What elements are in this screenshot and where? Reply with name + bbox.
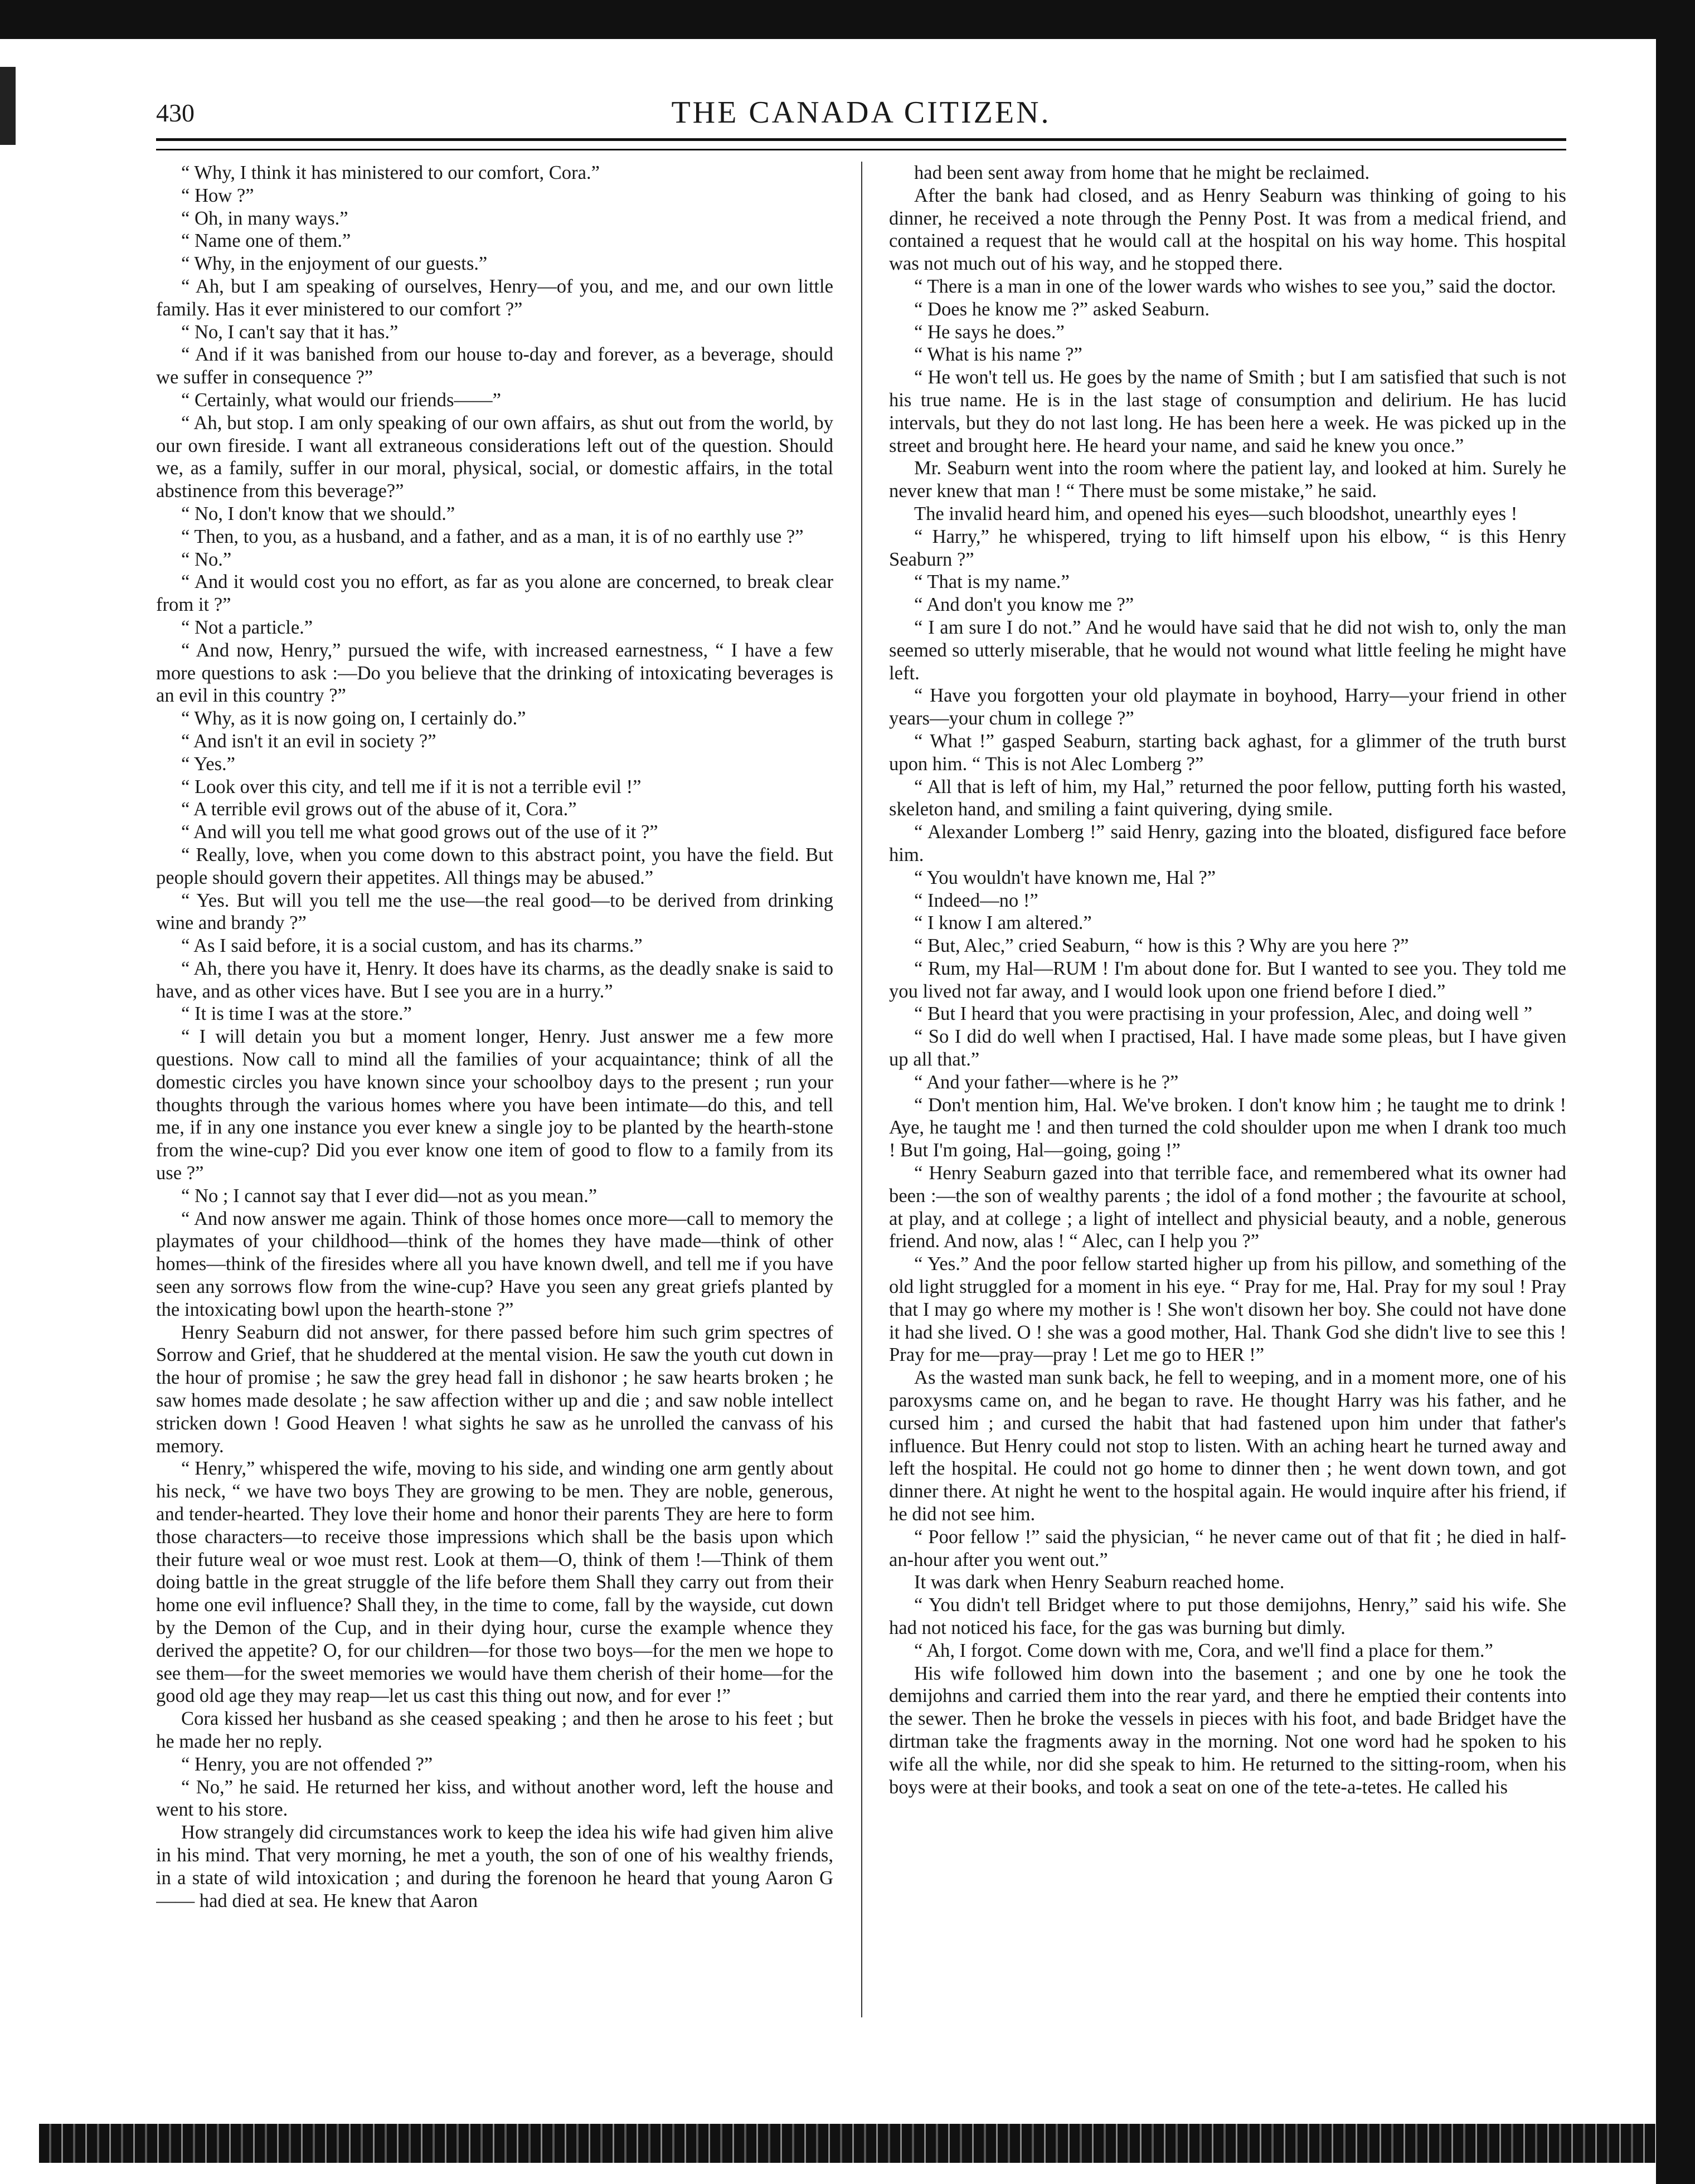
paragraph: “ Why, I think it has ministered to our comfort, Cora.” xyxy=(181,162,600,183)
paragraph: “ And now answer me again. Think of those homes once more—call to memory the playmates of your childhood—think of the homes they have made—think of other homes—think of the firesides where all you have known dwell, and tell me if you have seen any sorrows flow from the wine-cup? Have you seen any great griefs planted by the intoxicating bowl upon the hearth-stone ?” xyxy=(156,1208,833,1320)
page-header xyxy=(156,95,1566,135)
paragraph: “ Henry,” whispered the wife, moving to his side, and winding one arm gently about his neck, “ we have two boys They are growing to be men. They are noble, generous, and tender-hearted. They love their home and honor their parents They are here to form those characters—to receive those impressions which shall be the basis upon which their future weal or woe must rest. Look at them—O, think of them !—Think of them doing battle in the great struggle of the life before them Shall they carry out from their home one evil influence? Shall they, in the time to come, fall by the wayside, cut down by the Demon of the Cup, and in their dying hour, curse the example whence they derived the appetite? O, for our children—for those two boys—for the men we hope to see them—for the sweet memories we would have them cherish of their home—for the good old age they may reap—let us cast this thing out now, and for ever !” xyxy=(156,1458,833,1707)
paragraph: “ Why, as it is now going on, I certainly do.” xyxy=(181,708,526,729)
scan-edge-mark xyxy=(0,67,16,145)
paragraph: “ He won't tell us. He goes by the name of Smith ; but I am satisfied that such is not his true name. He is in the last stage of consumption and delirium. He has lucid intervals, but they do not last long. He has been here a week. He was picked up in the street and brought here. He heard your name, and said he knew you once.” xyxy=(889,367,1566,456)
scan-border-top xyxy=(0,0,1695,39)
paragraph: Mr. Seaburn went into the room where the patient lay, and looked at him. Surely he never knew that man ! “ There must be some mistake,” he said. xyxy=(889,458,1566,502)
newspaper-page xyxy=(156,95,1566,2079)
paragraph: “ A terrible evil grows out of the abuse of it, Cora.” xyxy=(181,799,577,820)
article-columns xyxy=(156,162,1566,2068)
paragraph: “ All that is left of him, my Hal,” returned the poor fellow, putting forth his wasted, skeleton hand, and smiling a faint quivering, dying smile. xyxy=(889,776,1566,820)
scan-border-bottom xyxy=(39,2124,1655,2163)
paragraph: “ But, Alec,” cried Seaburn, “ how is this ? Why are you here ?” xyxy=(914,935,1409,957)
paragraph: “ Not a particle.” xyxy=(181,616,313,638)
paragraph: “ Why, in the enjoyment of our guests.” xyxy=(181,253,488,275)
paragraph: “ He says he does.” xyxy=(914,321,1065,343)
paragraph: “ That is my name.” xyxy=(914,571,1070,593)
paragraph: “ Poor fellow !” said the physician, “ he never came out of that fit ; he died in half-an-hour after you went out.” xyxy=(889,1526,1566,1570)
paragraph: “ There is a man in one of the lower wards who wishes to see you,” said the doctor. xyxy=(914,275,1556,297)
paragraph: “ No, I can't say that it has.” xyxy=(181,321,399,343)
paragraph: “ What is his name ?” xyxy=(914,344,1082,366)
paragraph: Cora kissed her husband as she ceased speaking ; and then he arose to his feet ; but he made her no reply. xyxy=(156,1708,833,1752)
paragraph: “ And don't you know me ?” xyxy=(914,594,1134,616)
paragraph: “ Ah, there you have it, Henry. It does have its charms, as the deadly snake is said to have, and as other vices have. But I see you are in a hurry.” xyxy=(156,957,833,1002)
paragraph: “ And if it was banished from our house to-day and forever, as a beverage, should we suffer in consequence ?” xyxy=(156,344,833,388)
paragraph: “ Certainly, what would our friends——” xyxy=(181,389,501,411)
paragraph: As the wasted man sunk back, he fell to weeping, and in a moment more, one of his paroxysms came on, and he began to rave. He thought Harry was his father, and he cursed him ; and cursed the habit that had fastened upon him under that father's influence. But Henry could not stop to listen. With an aching heart he turned away and left the hospital. He could not go home to dinner then ; he went down town, and got dinner there. At night he went to the hospital again. He would inquire after his friend, if he did not see him. xyxy=(889,1367,1566,1525)
paragraph: “ What !” gasped Seaburn, starting back aghast, for a glimmer of the truth burst upon him. “ This is not Alec Lomberg ?” xyxy=(889,730,1566,775)
paragraph: “ You didn't tell Bridget where to put those demijohns, Henry,” said his wife. She had not noticed his face, for the gas was burning but dimly. xyxy=(889,1594,1566,1638)
paragraph: “ Ah, but stop. I am only speaking of our own affairs, as shut out from the world, by our own fireside. I want all extraneous considerations left out of the question. Should we, as a family, suffer in our moral, physical, social, or domestic affairs, in the total abstinence from this beverage?” xyxy=(156,412,833,502)
paragraph: “ Then, to you, as a husband, and a father, and as a man, it is of no earthly use ?” xyxy=(181,526,804,547)
paragraph: “ Indeed—no !” xyxy=(914,889,1038,911)
scan-border-right xyxy=(1656,0,1695,2184)
paragraph: “ So I did do well when I practised, Hal. I have made some pleas, but I have given up all that.” xyxy=(889,1026,1566,1071)
paragraph: Henry Seaburn did not answer, for there passed before him such grim spectres of Sorrow and Grief, that he shuddered at the mental vision. He saw the youth cut down in the hour of promise ; he saw the grey head fall in dishonor ; he saw hearts broken ; he saw homes made desolate ; he saw affection wither up and die ; and saw noble intellect stricken down ! Good Heaven ! what sights he saw as he unrolled the canvass of his memory. xyxy=(156,1321,833,1457)
paragraph: “ Really, love, when you come down to this abstract point, you have the field. But people should govern their appetites. All things may be abused.” xyxy=(156,844,833,888)
paragraph: “ Have you forgotten your old playmate in boyhood, Harry—your friend in other years—your chum in college ?” xyxy=(889,685,1566,729)
paragraph: How strangely did circumstances work to keep the idea his wife had given him alive in his mind. That very morning, he met a youth, the son of one of his wealthy friends, in a state of wild intoxication ; and during the forenoon he heard that young Aaron G—— had died at sea. He knew that Aaron xyxy=(156,1822,833,1911)
paragraph: “ Look over this city, and tell me if it is not a terrible evil !” xyxy=(181,776,642,797)
paragraph: “ But I heard that you were practising in your profession, Alec, and doing well ” xyxy=(914,1003,1533,1025)
paragraph: “ No ; I cannot say that I ever did—not as you mean.” xyxy=(181,1185,598,1207)
paragraph: “ And will you tell me what good grows out of the use of it ?” xyxy=(181,821,658,843)
paragraph: “ Harry,” he whispered, trying to lift himself upon his elbow, “ is this Henry Seaburn ?” xyxy=(889,526,1566,570)
paragraph: “ No,” he said. He returned her kiss, and without another word, left the house and went to his store. xyxy=(156,1776,833,1821)
paragraph: “ And isn't it an evil in society ?” xyxy=(181,730,436,752)
paragraph: “ I am sure I do not.” And he would have said that he did not wish to, only the man seemed so utterly miserable, that he would not wound what little feeling he might have left. xyxy=(889,616,1566,684)
column-divider xyxy=(861,162,862,2017)
paragraph: “ As I said before, it is a social custom, and has its charms.” xyxy=(181,935,643,957)
paragraph: It was dark when Henry Seaburn reached home. xyxy=(914,1572,1285,1593)
paragraph: “ And it would cost you no effort, as far as you alone are concerned, to break clear from it ?” xyxy=(156,571,833,616)
paragraph: “ Ah, but I am speaking of ourselves, Henry—of you, and me, and our own little family. Has it ever ministered to our comfort ?” xyxy=(156,275,833,320)
paragraph: After the bank had closed, and as Henry Seaburn was thinking of going to his dinner, he received a note through the Penny Post. It was from a medical friend, and contained a request that he would call at the hospital on his way home. This hospital was not much out of his way, and he stopped there. xyxy=(889,184,1566,275)
paragraph: “ No, I don't know that we should.” xyxy=(181,503,455,524)
right-column xyxy=(889,162,1566,2068)
paragraph: had been sent away from home that he might be reclaimed. xyxy=(914,162,1370,183)
paragraph: “ Oh, in many ways.” xyxy=(181,207,348,229)
paragraph: The invalid heard him, and opened his eyes—such bloodshot, unearthly eyes ! xyxy=(914,503,1518,524)
paragraph: “ Ah, I forgot. Come down with me, Cora, and we'll find a place for them.” xyxy=(914,1640,1493,1661)
paragraph: “ Rum, my Hal—RUM ! I'm about done for. But I wanted to see you. They told me you lived not far away, and I would look upon one friend before I died.” xyxy=(889,957,1566,1002)
paragraph: “ It is time I was at the store.” xyxy=(181,1003,412,1025)
paragraph: “ Alexander Lomberg !” said Henry, gazing into the bloated, disfigured face before him. xyxy=(889,821,1566,865)
page-number: 430 xyxy=(156,99,195,127)
paragraph: “ Yes. But will you tell me the use—the real good—to be derived from drinking wine and brandy ?” xyxy=(156,889,833,934)
paragraph: “ No.” xyxy=(181,548,232,570)
paragraph: “ Yes.” And the poor fellow started higher up from his pillow, and something of the old light struggled for a moment in his eye. “ Pray for me, Hal. Pray for my soul ! Pray that I may go where my mother is ! She won't disown her boy. She could not have done it had she lived. O ! she was a good mother, Hal. Thank God she didn't live to see this ! Pray for me—pray—pray ! Let me go to HER !” xyxy=(889,1253,1566,1366)
paragraph: “ Does he know me ?” asked Seaburn. xyxy=(914,298,1210,320)
paragraph: “ And now, Henry,” pursued the wife, with increased earnestness, “ I have a few more questions to ask :—Do you believe that the drinking of intoxicating beverages is an evil in this country ?” xyxy=(156,639,833,707)
paragraph: “ How ?” xyxy=(181,184,254,206)
paragraph: His wife followed him down into the basement ; and one by one he took the demijohns and carried them into the rear yard, and there he emptied their contents into the sewer. Then he broke the vessels in pieces with his foot, and bade Bridget have the dirtman take the fragments away in the morning. Not one word had he spoken to his wife all the while, nor did she speak to him. He returned to the sitting-room, when his boys were at their books, and took a seat on one of the tete-a-tetes. He called his xyxy=(889,1662,1566,1798)
paragraph: “ And your father—where is he ?” xyxy=(914,1071,1179,1093)
paragraph: “ Don't mention him, Hal. We've broken. I don't know him ; he taught me to drink ! Aye, he taught me ! and then turned the cold shoulder upon me when I drank too much ! But I'm going, Hal—going, going !” xyxy=(889,1094,1566,1161)
paragraph: “ Name one of them.” xyxy=(181,230,351,252)
paragraph: “ You wouldn't have known me, Hal ?” xyxy=(914,867,1216,888)
paragraph: “ I will detain you but a moment longer, Henry. Just answer me a few more questions. Now call to mind all the families of your acquaintance; think of all the domestic circles you have known since your schoolboy days to the present ; run your thoughts through the various homes where you have been intimate—do this, and tell me, if in any one instance you ever knew a single joy to be planted by the hearth-stone from the wine-cup? Did you ever know one item of good to flow to a family from its use ?” xyxy=(156,1026,833,1184)
left-column xyxy=(156,162,833,2068)
journal-title: THE CANADA CITIZEN. xyxy=(671,95,1051,130)
paragraph: “ Henry, you are not offended ?” xyxy=(181,1753,433,1775)
paragraph: “ Henry Seaburn gazed into that terrible face, and remembered what its owner had been :—the son of wealthy parents ; the idol of a fond mother ; the favourite at school, at play, and at college ; a light of intellect and physicial beauty, and a noble, generous friend. And now, alas ! “ Alec, can I help you ?” xyxy=(889,1162,1566,1252)
header-rule xyxy=(156,138,1566,150)
paragraph: “ Yes.” xyxy=(181,753,236,775)
paragraph: “ I know I am altered.” xyxy=(914,912,1092,934)
